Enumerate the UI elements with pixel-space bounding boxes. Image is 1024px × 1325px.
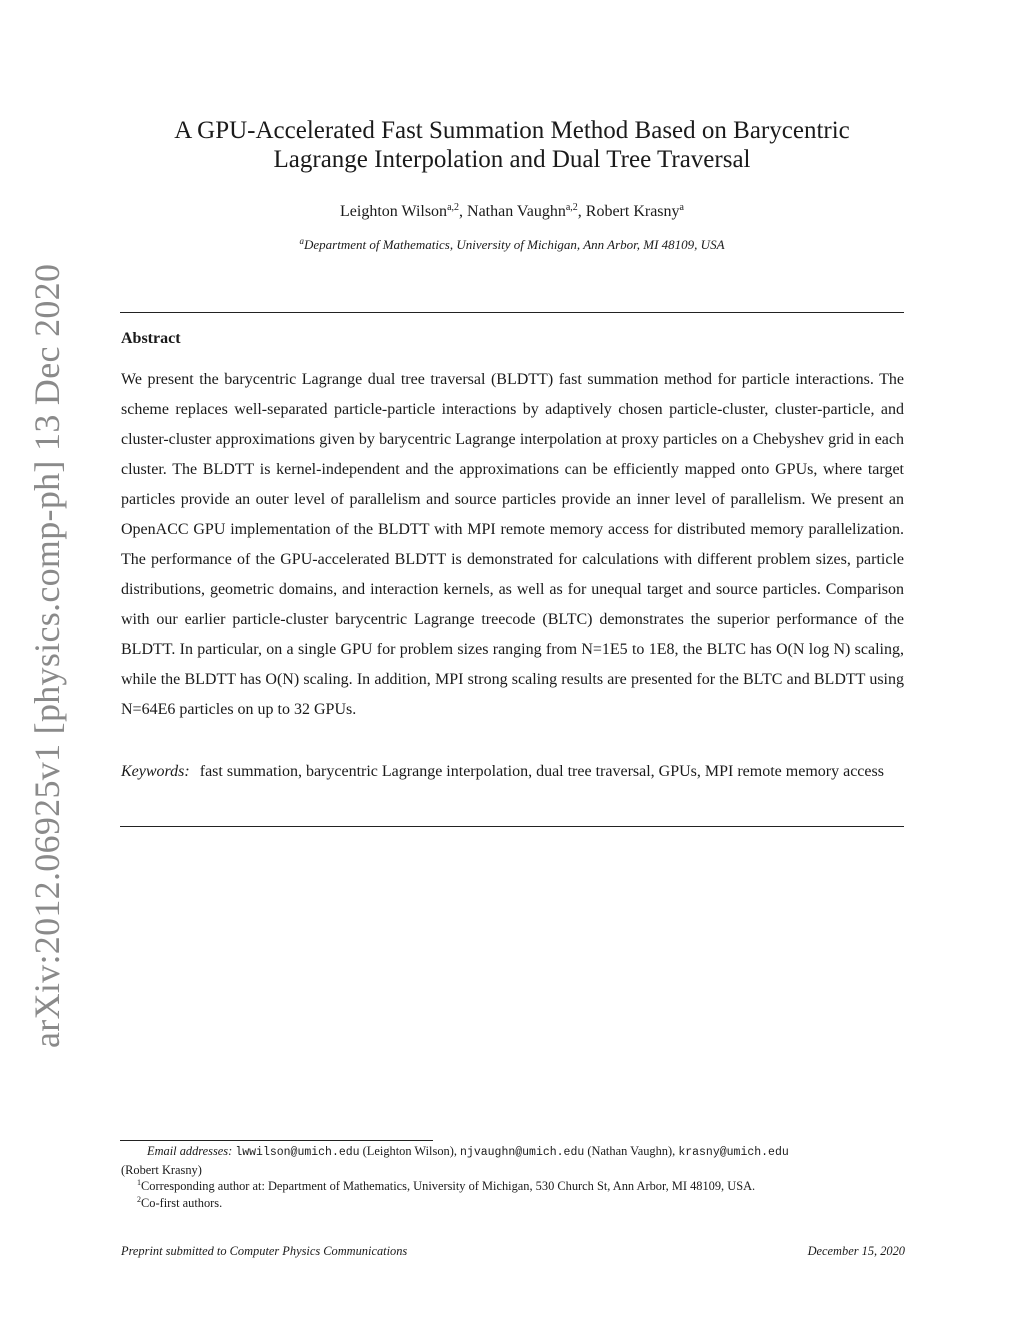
footnote-2 [121,1195,905,1212]
footnote-2-text: Co-first authors. [141,1195,223,1210]
footnote-1-text: Corresponding author at: Department of Mathematics, University of Michigan, 530 Church St, Ann Arbor, MI 48109, USA. [141,1179,756,1193]
title-line-1: A GPU-Accelerated Fast Summation Method Based on Barycentric [174,117,850,144]
footnote-2-mark: 2 [137,1194,141,1204]
footnote-1 [121,1178,905,1195]
footnote-email-tail: (Robert Krasny) [121,1162,202,1177]
affiliation-mark: a [299,236,304,246]
abstract-text: We present the barycentric Lagrange dual tree traversal (BLDTT) fast summation method for particle interactions. The scheme replaces well-separated particle-particle interactions by adaptively chosen particle-cluster, cluster-particle, and cluster-cluster approximations given by barycentric Lagrange interpolation at proxy particles on a Chebyshev grid in each cluster. The BLDTT is kernel-independent and the approximations can be efficiently mapped onto GPUs, where target particles provide an outer level of parallelism and source particles provide an inner level of parallelism. We present an OpenACC GPU implementation of the BLDTT with MPI remote memory access for distributed memory parallelization. The performance of the GPU-accelerated BLDTT is demonstrated for calculations with different problem sizes, particle distributions, geometric domains, and interaction kernels, as well as for unequal target and source particles. Comparison with our earlier particle-cluster barycentric Lagrange treecode (BLTC) demonstrates the superior performance of the BLDTT. In particular, on a single GPU for problem sizes ranging from N=1E5 to 1E8, the BLTC has O(N log N) scaling, while the BLDTT has O(N) scaling. In addition, MPI strong scaling results are presented for the BLTC and BLDTT using N=64E6 particles on up to 32 GPUs. [121,371,904,718]
abstract-bottom-rule [120,826,904,827]
author-name: Nathan Vaughn [467,203,566,220]
footnote-emails [121,1143,905,1162]
footer-date: December 15, 2020 [807,1244,905,1258]
email-owner: (Nathan Vaughn), [584,1144,679,1158]
author-separator: , [459,203,468,220]
keywords-label: Keywords: [121,763,190,780]
author-affiliation-mark: a,2 [565,202,578,213]
email-link[interactable]: lwwilson@umich.edu [235,1146,360,1159]
author-affiliation-mark: a,2 [447,202,460,213]
author-list [120,201,904,223]
email-link[interactable]: krasny@umich.edu [678,1146,789,1159]
author-affiliation-mark: a [679,202,684,213]
author-name: Robert Krasny [585,203,680,220]
author-name: Leighton Wilson [340,203,448,220]
arxiv-identifier-stamp: arXiv:2012.06925v1 [physics.comp-ph] 13 Dec 2020 [27,263,67,1048]
affiliation [120,236,904,254]
keywords [121,757,904,787]
footer-journal: Preprint submitted to Computer Physics Communications [121,1244,408,1258]
footnote-rule [120,1140,433,1141]
abstract-heading: Abstract [121,330,181,347]
abstract-body [121,365,904,725]
affiliation-text: Department of Mathematics, University of Michigan, Ann Arbor, MI 48109, USA [303,237,725,252]
keywords-text: fast summation, barycentric Lagrange interpolation, dual tree traversal, GPUs, MPI remote memory access [199,763,884,780]
abstract-top-rule [120,312,904,313]
title-line-2: Lagrange Interpolation and Dual Tree Traversal [273,146,751,173]
footnotes [121,1143,905,1211]
email-owner: (Leighton Wilson), [359,1144,461,1158]
author-separator: , [577,203,586,220]
preprint-footer [121,1242,905,1260]
footnote-1-mark: 1 [137,1178,141,1187]
paper-title [120,116,904,174]
email-label: Email addresses: [147,1144,233,1158]
email-link[interactable]: njvaughn@umich.edu [460,1146,585,1159]
